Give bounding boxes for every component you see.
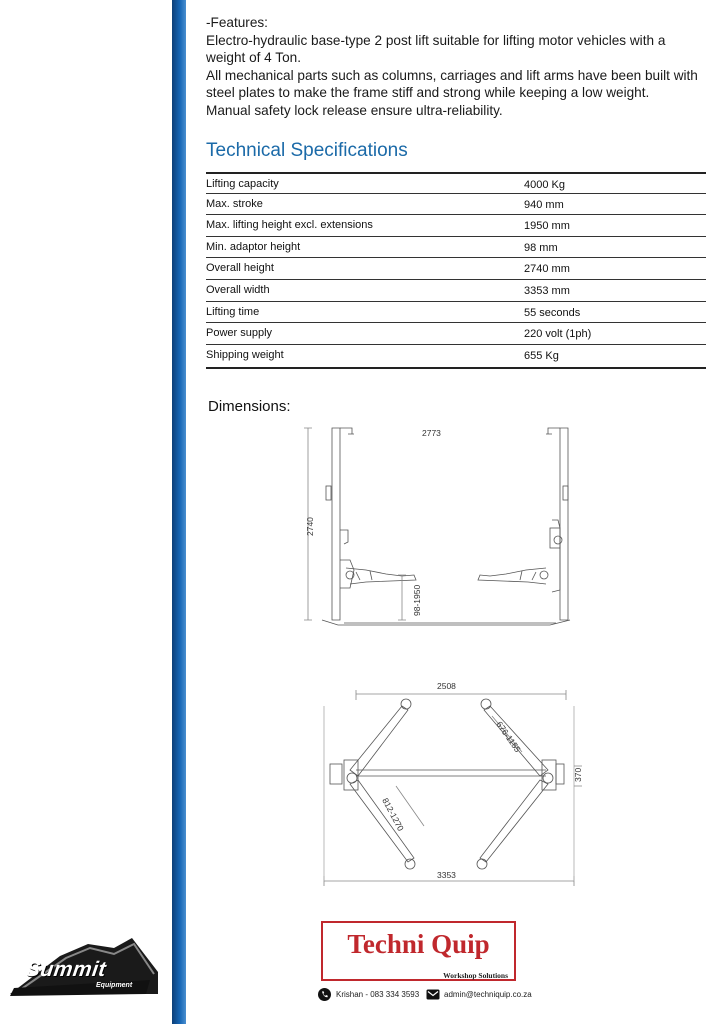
spec-row (206, 302, 706, 324)
spec-row (206, 323, 706, 345)
spec-value: 940 mm (524, 198, 564, 211)
top-depth-label: 370 (573, 767, 583, 782)
features-heading: -Features: (206, 15, 268, 30)
spec-label: Min. adaptor height (206, 240, 301, 253)
spec-row (206, 194, 706, 216)
spec-value: 55 seconds (524, 306, 581, 319)
spec-label: Shipping weight (206, 348, 284, 361)
spec-label: Overall height (206, 262, 274, 275)
features-paragraph-3: Manual safety lock release ensure ultra-reliability. (206, 102, 503, 118)
summit-sub: Equipment (96, 982, 133, 989)
spec-value: 4000 Kg (524, 179, 565, 191)
summit-equipment-logo (10, 938, 160, 998)
spec-label: Overall width (206, 283, 270, 296)
spec-label: Lifting time (206, 305, 260, 318)
contact-phone[interactable] (318, 986, 419, 1002)
lift-range-label: 98-1950 (412, 584, 422, 616)
features-paragraph-1: Electro-hydraulic base-type 2 post lift suitable for lifting motor vehicles with a weight of 4 Ton. (206, 32, 666, 65)
contact-email[interactable] (426, 986, 532, 1002)
spec-label: Lifting capacity (206, 178, 279, 190)
top-inner-width-label: 2508 (437, 681, 456, 691)
spec-label: Max. stroke (206, 197, 263, 210)
arm-long-label: 812-1270 (380, 796, 406, 833)
top-view-drawing (316, 676, 596, 896)
spec-value: 1950 mm (524, 220, 570, 233)
logo-title: Techni Quip (347, 929, 490, 959)
spec-value: 655 Kg (524, 349, 559, 362)
spec-label: Power supply (206, 327, 273, 340)
features-section (206, 14, 706, 119)
phone-icon (318, 988, 331, 1001)
summit-name: Summit (24, 958, 108, 981)
front-view-drawing (296, 420, 596, 635)
spec-label: Max. lifting height excl. extensions (206, 219, 373, 232)
spec-value: 220 volt (1ph) (524, 328, 592, 341)
arm-short-label: 676-1155 (494, 719, 523, 755)
front-width-label: 2773 (422, 428, 441, 438)
left-accent-bar (172, 0, 186, 1024)
spec-value: 3353 mm (524, 284, 570, 297)
phone-text: Krishan - 083 334 3593 (336, 989, 420, 999)
spec-row (206, 345, 706, 369)
top-overall-width-label: 3353 (437, 870, 456, 880)
spec-row (206, 258, 706, 280)
spec-row (206, 215, 706, 237)
spec-value: 2740 mm (524, 263, 570, 276)
dimensions-title: Dimensions: (208, 398, 291, 415)
features-paragraph-2: All mechanical parts such as columns, carriages and lift arms have been built with steel plates to make the frame stiff and strong while keeping a low weight. (206, 67, 698, 100)
front-height-label: 2740 (305, 517, 315, 536)
spec-value: 98 mm (524, 241, 558, 254)
spec-row (206, 172, 706, 194)
envelope-icon (426, 988, 439, 1001)
email-text: admin@techniquip.co.za (444, 989, 532, 999)
spec-title: Technical Specifications (206, 140, 408, 161)
spec-table (206, 172, 706, 369)
spec-row (206, 280, 706, 302)
logo-subtitle: Workshop Solutions (443, 971, 508, 980)
spec-row (206, 237, 706, 259)
techni-quip-logo (321, 921, 516, 981)
